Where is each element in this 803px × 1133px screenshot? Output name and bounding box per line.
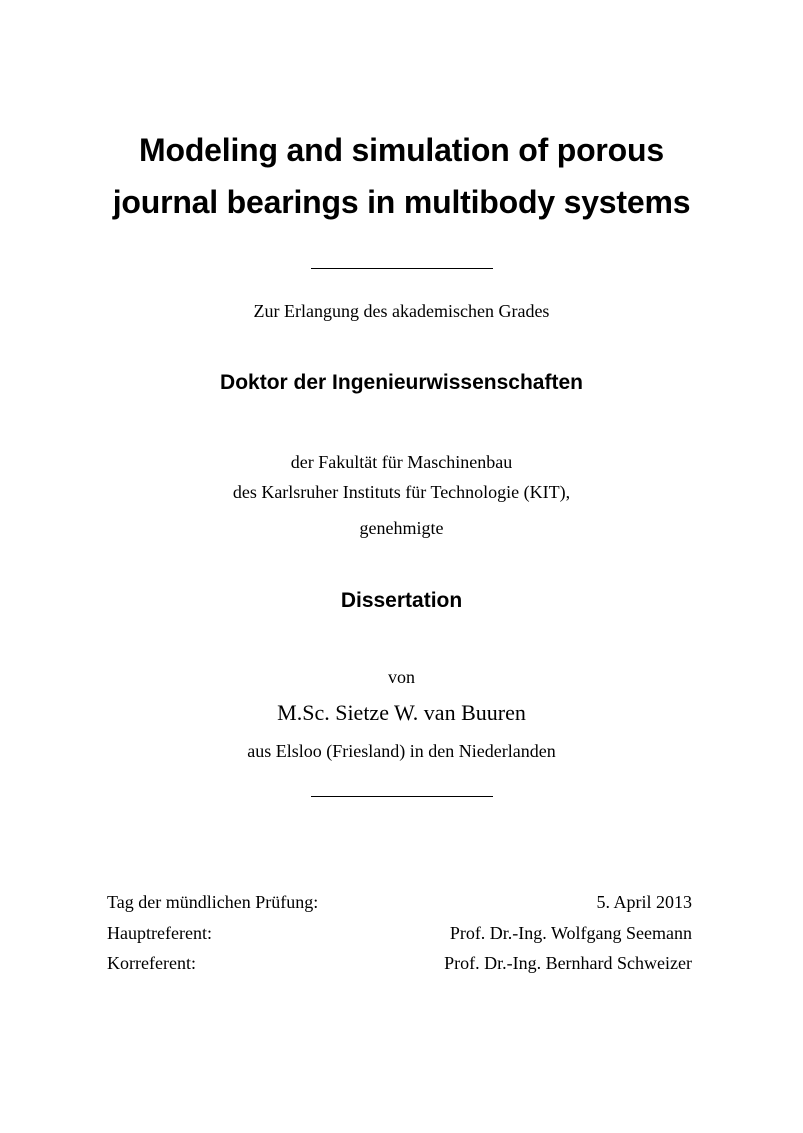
author-origin: aus Elsloo (Friesland) in den Niederlanden [247, 741, 556, 761]
degree-name: Doktor der Ingenieurwissenschaften [220, 371, 583, 394]
faculty-line-1: der Fakultät für Maschinenbau [290, 452, 513, 472]
exam-date-label: Tag der mündlichen Prüfung: [107, 892, 319, 912]
degree-intro: Zur Erlangung des akademischen Grades [253, 301, 550, 321]
co-referee-row [107, 950, 692, 976]
exam-date-value: 5. April 2013 [596, 892, 692, 912]
thesis-title-line-2: journal bearings in multibody systems [112, 184, 691, 220]
top-divider [311, 268, 493, 269]
bottom-divider [311, 796, 493, 797]
co-referee-label: Korreferent: [107, 953, 196, 973]
thesis-title-line-1: Modeling and simulation of porous [139, 132, 664, 168]
exam-date-row [107, 889, 692, 915]
faculty-line-2: des Karlsruher Instituts für Technologie (KIT), [232, 482, 571, 502]
by-label: von [388, 667, 415, 687]
main-referee-label: Hauptreferent: [107, 923, 212, 943]
main-referee-row [107, 920, 692, 946]
document-type: Dissertation [340, 589, 463, 612]
co-referee-value: Prof. Dr.-Ing. Bernhard Schweizer [444, 953, 692, 973]
faculty-line-3: genehmigte [359, 518, 444, 538]
author-name: M.Sc. Sietze W. van Buuren [277, 700, 526, 725]
main-referee-value: Prof. Dr.-Ing. Wolfgang Seemann [449, 923, 692, 943]
